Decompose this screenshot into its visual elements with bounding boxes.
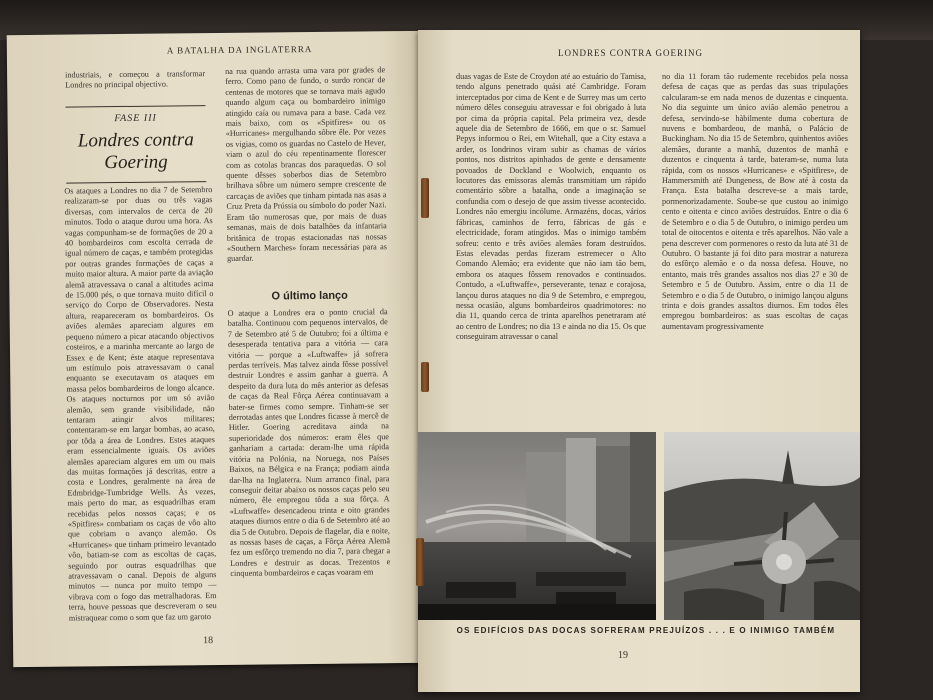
left-col1-paragraph: Os ataques a Londres no dia 7 de Setembro realizaram-se por duas ou três vagas diversas, com intervalos de cerca de 20 minutos. Todo o ataque durou uma hora. As vagas compunham-se de formações de 20 a 40 bombardeiros com escolta cerrada de igual número de caças, e também protegidas por outras grandes formações de caças a muito maior altura. A maior parte da aviação alemã atravessava o canal a altitudes acima de 15.000 pés, o que tornava muito difícil o serviço do Corpo de Observadores. Nesta altura, reapareceram os bombardeiros. Os aviões alemães apareciam algures em pequeno número a picar atacando objectivos costeiros, e a marinha mercante ao largo de Essex e de Kent; éste ataque representava um estímulo pois atravessavam o canal enquanto se executavam os ataques em massa pelos bombardeiros de longo alcance. Os ataques nocturnos por um só avião alemão, sem grande visibilidade, não tentaram atingir alvos militares; contentaram-se em largar bombas, ao acaso, por tôda a área de Londres. Estes ataques eram essencialmente iguais. Os aviões alemães apareciam algures em um ou mais das muitas formações já descritas, entre a costa e Londres, geralmente na área de Edmbridge-Tumbridge Wells. Às vezes, mais perto do mar, as esquadrilhas eram recebidas pelos nossos caças; e os «Spitfires» combatiam os caças de vôo alto que cobriam o avanço alemão. Os «Hurricanes» que tinham primeiro levantado vôo, batiam-se com as escoltas de caças, seguindo por outras esquadrilhas que atravessavam o canal. Depois de alguns minutos — nunca por muito tempo — vibrava com o fogo das metralhadoras. Em terra, houve pessoas que descreveram o seu mistraquear como o som que faz um garoto xyxy=(64,185,217,623)
staple xyxy=(421,362,429,392)
right-column-1 xyxy=(456,72,646,424)
downed-plane-photo-graphic xyxy=(664,432,860,620)
left-page-number: 18 xyxy=(202,635,214,647)
left-intro-text xyxy=(65,69,205,96)
photo-downed-plane xyxy=(664,432,860,620)
staple xyxy=(421,178,429,218)
right-page-number: 19 xyxy=(618,650,628,661)
staple xyxy=(416,538,424,586)
right-page xyxy=(418,30,860,692)
left-running-head: A BATALHA DA INGLATERRA xyxy=(166,43,313,56)
left-col2b-paragraph: O ataque a Londres era o ponto crucial da batalha. Continuou com pequenos intervalos, de 7 de Setembro até 5 de Outubro; foi a última e desesperada tentativa para a vitória — cara vitória — porque a «Luftwaffe» já sofrera perdas terríveis. Mas talvez ainda fôsse possível destruir Londres e assim ganhar a guerra. A despeito da dura luta do mês anterior as defesas de caças da Real Fôrça Aérea continuavam a bater-se firmes como sempre. Tinham-se ser derrotadas antes que Londres ficasse à mercê de Hitler. Goering acreditava ainda na superioridade dos números: eram êles que ganhariam a cartada: deram-lhe uma rápida vitória na Polónia, na Noruega, nos Países Baixos, na Bélgica e na França; podiam ainda dar-lha na Inglaterra. Num arranco final, para conseguir deitar abaixo os nossos caças pelo seu número, êle empregou tôda a sua fôrça. A «Luftwaffe» desencadeou trinta e oito grandes ataques diurnos entre o dia 6 de Setembro até ao dia 5 de Outubro. Depois de flagelar, dia e noite, as nossas bases de caças, a Fôrça Aérea Alemã fez um esfôrço tremendo no dia 7, para chegar a Londres e destruir as docas. Trezentos e cinquenta bombardeiros e caças voaram em xyxy=(227,307,391,579)
right-column-2 xyxy=(662,72,848,424)
left-column-2a xyxy=(225,65,387,283)
fase-label: FASE III xyxy=(114,112,157,125)
right-running-head: LONDRES CONTRA GOERING xyxy=(558,48,704,58)
intro-paragraph: industriais, e começou a transformar Londres no principal objectivo. xyxy=(65,69,206,90)
left-page xyxy=(7,31,430,667)
photo-caption: OS EDIFÍCIOS DAS DOCAS SOFRERAM PREJUÍZOS . . . E O INIMIGO TAMBÉM xyxy=(456,626,836,635)
chapter-title: Londres contra Goering xyxy=(77,129,194,174)
section-heading: O último lanço xyxy=(271,289,348,303)
right-col1-paragraph: duas vagas de Este de Croydon até ao estuário do Tamisa, tendo alguns penetrado quási até Cambridge. Foram interceptados por cima de Kent e de Surrey mas um certo número dêles conseguiu atravessar e foi obrigado à luta por cima da própria capital. Pela primeira vez, desde aquele dia de Setembro de 1666, em que o sr. Samuel Pepys informou o Rei, em Witehall, que a City estava a arder, os londrinos viram subir as chamas de vários pontos, nos distritos apinhados de gente e densamente povoados de Dockland e Woolwich, enquanto os locutores das emissoras alemãs transmitiam um rápido comentário sôbre a batalha, onde a imaginação se confundia com o desejo de que assim tivesse acontecido. Londres não emergiu incólume. Armazéns, docas, vários fábricas, caminhos de ferro, fábricas de gás e electricidade, foram atingidos. Mas o inimigo também sofreu: cento e três aviões alemães foram destruídos. Estas elevadas perdas fizeram estremecer o Alto Comando Alemão; era evidente que não iam tão bem, embora os ataques fôssem renovados e continuados. Contudo, a «Luftwaffe», perseverante, tenaz e corajosa, lançou duros ataques no dia 9 de Setembro, e empregou, nessa ocasião, alguns bombardeiros quadrimotores: no dia 11, quando cerca de trinta aparelhos penetraram até ao centro de Londres; no dia 13 e ainda no dia 15. Os que conseguiram atravessar o canal xyxy=(456,72,646,342)
photo-dock-fire xyxy=(418,432,656,620)
left-col2a-paragraph: na rua quando arrasta uma vara por grades de ferro. Como pano de fundo, o surdo roncar de centenas de motores que se tornava mais agudo quando algum caça ou bombardeiro inimigo atingido caía ou rumava para a base. Cada vez mais baixo, com os «Spitfires» ou os «Hurricanes» mergulhando sôbre êle. Por vezes os vigias, como os guardas no Castelo de Hever, viam o azul do céu repentinamente florescer com as cotolas brancas dos paraquedas. O sol quente dêsses soberbos dias de Setembro brilhava sôbre um número sempre crescente de carcaças de aviões que tinham pintada nas asas a Cruz Preta da Prússia ou símbolo do poder Nazi. Eram tão numerosas que, por mais de duas semanas, mais de dois batalhões da infantaria britânica de tropas estacionadas nas nossas «Southern Marches» foram necessárias para as guardar. xyxy=(225,65,387,264)
left-column-1 xyxy=(64,185,217,639)
dock-fire-photo-graphic xyxy=(418,432,656,620)
right-col2-paragraph: no dia 11 foram tão rudemente recebidos pela nossa defesa de caças que as perdas das suas tripulações calcularam-se em nada menos de duzentas e cinquenta. No dia seguinte um único avião alemão penetrou a defesa, servindo-se hàbilmente duma cobertura de nuvens e bombardeou, de manhã, o Palácio de Buckingham. No dia 15 de Setembro, quinhentos aviões alemães, durante a manhã, duzentos de manhã e duzentos e cinquenta à tarde, bateram-se, numa luta rápida, com os nossos «Hurricanes» e «Spitfires», de Hammersmith até Dungeness, de Bow até à costa da França. Esta batalha descreve-se a mais tarde, pormenorizadamente. Soube-se que custou ao inimigo cento e oitenta e cinco aviões destruídos. Entre o dia 6 de Setembro e o dia 5 de Outubro, o inimigo perdeu um total de oitocentos e oitenta e três aparelhos. Não vale a pena descrever com pormenores o resto da luta até 31 de Outubro. O bastante já foi dito para mostrar a natureza do esfôrço alemão e o da nossa defesa. Houve, no entanto, mais três grandes assaltos nos dias 27 e 30 de Setembro e 5 de Outubro. Assim, entre o dia 11 de Setembro e o dia 5 de Outubro, o inimigo lançou alguns trinta e dois grandes assaltos diurnos. Em todos êles empregou bombardeiros: as suas escoltas de caças aumentavam progressivamente xyxy=(662,72,848,331)
chapter-title-box xyxy=(65,105,206,183)
left-column-2b xyxy=(228,307,391,637)
